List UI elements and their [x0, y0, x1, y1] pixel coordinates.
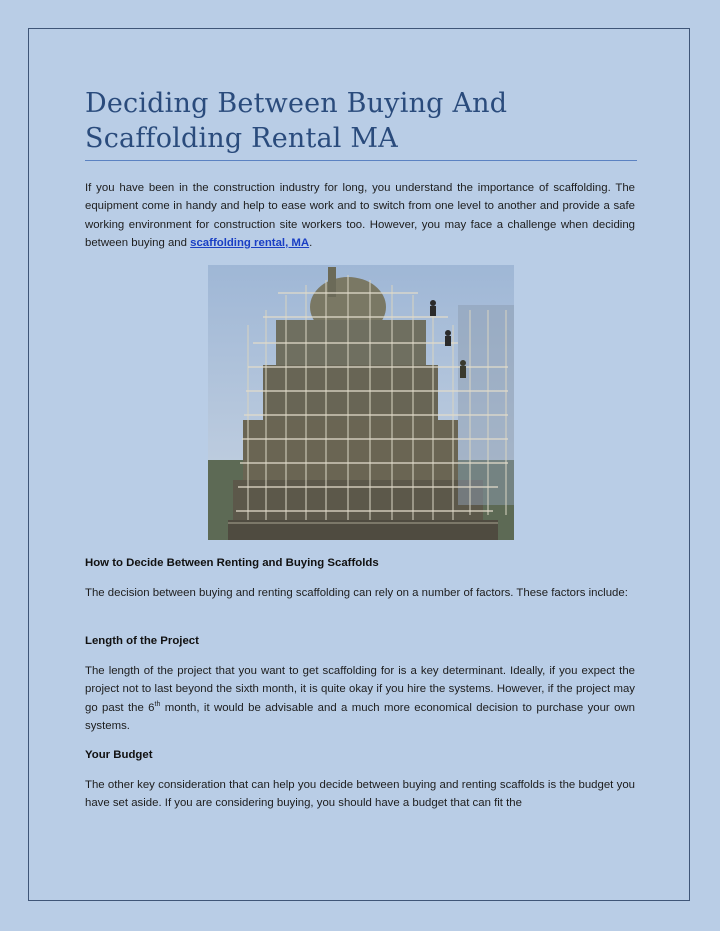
section-heading-budget: Your Budget [85, 749, 153, 761]
title-underline [85, 160, 637, 161]
section-paragraph-project-length [85, 662, 635, 735]
section-paragraph-factors: The decision between buying and renting scaffolding can rely on a number of factors. These factors include: [85, 587, 628, 599]
scaffolding-photo [208, 265, 514, 540]
document-title [85, 86, 637, 156]
scaffolding-rental-link[interactable]: scaffolding rental, MA [190, 236, 310, 249]
title-line-2: Scaffolding Rental MA [85, 123, 398, 154]
ordinal-superscript: th [154, 700, 161, 708]
project-length-text-end: month, it would be advisable and a much more economical decision to purchase your own systems. [85, 701, 635, 732]
intro-text: If you have been in the construction industry for long, you understand the importance of scaffolding. The equipment come in handy and help to ease work and to switch from one level to another and provide a safe working environment for construction site workers too. However, you may face a challenge when deciding between buying and [85, 182, 635, 249]
intro-paragraph [85, 179, 635, 252]
title-line-1: Deciding Between Buying And [85, 88, 508, 119]
section-paragraph-budget: The other key consideration that can help you decide between buying and renting scaffolds is the budget you have set aside. If you are considering buying, you should have a budget that can fit the [85, 779, 635, 810]
intro-end: . [309, 236, 313, 249]
project-length-text: The length of the project that you want to get scaffolding for is a key determinant. Ideally, if you expect the project not to last beyond the sixth month, it is quite okay if you hire the systems. However, if the project may go past the 6 [85, 665, 635, 714]
section-heading-renting-buying: How to Decide Between Renting and Buying Scaffolds [85, 557, 379, 569]
section-heading-project-length: Length of the Project [85, 635, 199, 647]
